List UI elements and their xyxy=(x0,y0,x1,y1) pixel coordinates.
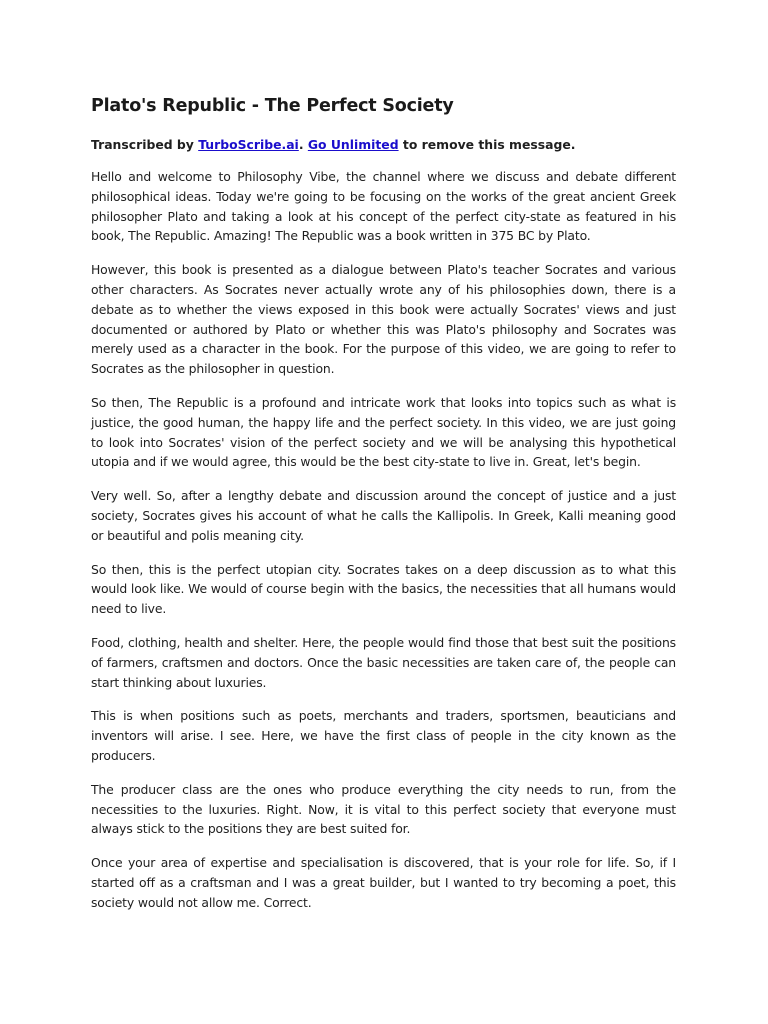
paragraph-8: The producer class are the ones who produce everything the city needs to run, from the necessities to the luxuries. Right. Now, it is vital to this perfect society that everyone must always stick to the positions they are best suited for. xyxy=(91,781,676,837)
paragraph-1: Hello and welcome to Philosophy Vibe, the channel where we discuss and debate different philosophical ideas. Today we're going to be focusing on the works of the great ancient Greek philosopher Plato and taking a look at his concept of the perfect city-state as featured in his book, The Republic. Amazing! The Republic was a book written in 375 BC by Plato. xyxy=(91,169,676,244)
paragraph-3: So then, The Republic is a profound and intricate work that looks into topics such as what is justice, the good human, the happy life and the perfect society. In this video, we are just going to look into Socrates' vision of the perfect society and we will be analysing this hypothetical utopia and if we would agree, this would be the best city-state to live in. Great, let's begin. xyxy=(91,394,676,470)
document-page xyxy=(91,94,676,927)
document-title: Plato's Republic - The Perfect Society xyxy=(91,96,454,116)
go-unlimited-link[interactable]: Go Unlimited xyxy=(307,137,399,152)
paragraph-5: So then, this is the perfect utopian city. Socrates takes on a deep discussion as to what this would look like. We would of course begin with the basics, the necessities that all humans would need to live. xyxy=(91,561,676,617)
paragraph-9: Once your area of expertise and specialisation is discovered, that is your role for life. So, if I started off as a craftsman and I was a great builder, but I wanted to try becoming a poet, this society would not allow me. Correct. xyxy=(91,855,676,910)
notice-separator: . xyxy=(298,137,308,152)
turboscribe-link[interactable]: TurboScribe.ai xyxy=(198,137,299,152)
paragraph-6: Food, clothing, health and shelter. Here, the people would find those that best suit the positions of farmers, craftsmen and doctors. Once the basic necessities are taken care of, the people can start thinking about luxuries. xyxy=(91,634,676,690)
notice-prefix: Transcribed by xyxy=(91,137,199,152)
notice-suffix: to remove this message. xyxy=(398,137,576,152)
paragraph-2: However, this book is presented as a dialogue between Plato's teacher Socrates and various other characters. As Socrates never actually wrote any of his philosophies down, there is a debate as to whether the views exposed in this book were actually Socrates' views and just documented or authored by Plato or whether this was Plato's philosophy and Socrates was merely used as a character in the book. For the purpose of this video, we are going to refer to Socrates as the philosopher in question. xyxy=(91,262,676,377)
paragraph-7: This is when positions such as poets, merchants and traders, sportsmen, beauticians and inventors will arise. I see. Here, we have the first class of people in the city known as the producers. xyxy=(91,708,676,763)
transcription-notice xyxy=(91,135,676,155)
paragraph-4: Very well. So, after a lengthy debate and discussion around the concept of justice and a just society, Socrates gives his account of what he calls the Kallipolis. In Greek, Kalli meaning good or beautiful and polis meaning city. xyxy=(91,488,676,543)
